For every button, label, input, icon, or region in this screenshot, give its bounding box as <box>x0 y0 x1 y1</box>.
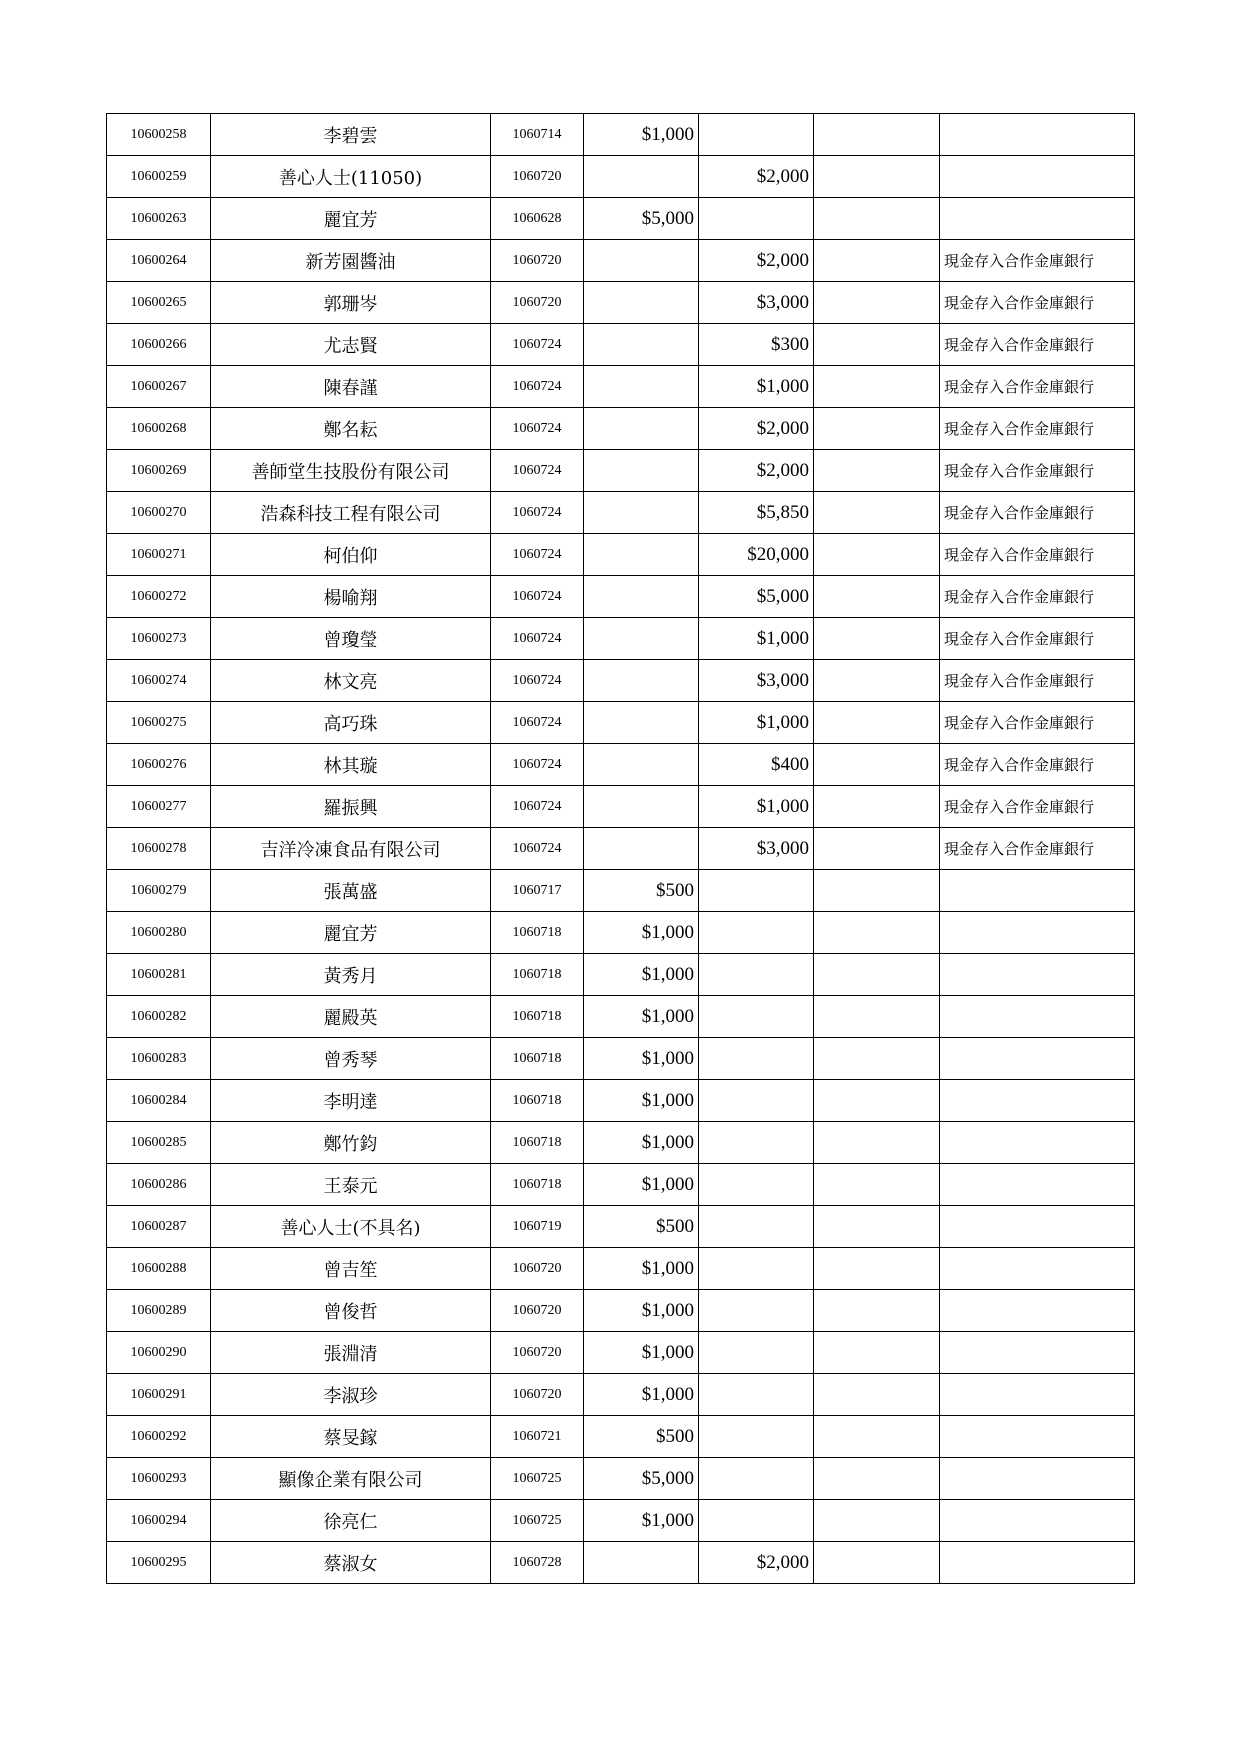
amount-cell-1: $1,000 <box>584 1248 699 1290</box>
donor-name-cell: 善心人士(不具名) <box>211 1206 491 1248</box>
extra-cell <box>814 954 940 996</box>
extra-cell <box>814 114 940 156</box>
table-row <box>107 702 1135 744</box>
table-row <box>107 1542 1135 1584</box>
donor-name-cell: 高巧珠 <box>211 702 491 744</box>
table-row <box>107 1290 1135 1332</box>
extra-cell <box>814 1542 940 1584</box>
table-row <box>107 618 1135 660</box>
table-row <box>107 1332 1135 1374</box>
donor-name-cell: 李碧雲 <box>211 114 491 156</box>
amount-cell-2 <box>699 198 814 240</box>
donation-date-cell: 1060728 <box>491 1542 584 1584</box>
receipt-number-cell: 10600292 <box>107 1416 211 1458</box>
extra-cell <box>814 618 940 660</box>
donor-name-cell: 曾瓊瑩 <box>211 618 491 660</box>
receipt-number-cell: 10600284 <box>107 1080 211 1122</box>
ledger-body <box>107 114 1135 1584</box>
amount-cell-2 <box>699 1122 814 1164</box>
amount-cell-1 <box>584 576 699 618</box>
amount-cell-2 <box>699 1164 814 1206</box>
amount-cell-2: $1,000 <box>699 786 814 828</box>
amount-cell-1: $500 <box>584 1206 699 1248</box>
remark-cell <box>940 1332 1135 1374</box>
receipt-number-cell: 10600275 <box>107 702 211 744</box>
remark-cell <box>940 1290 1135 1332</box>
receipt-number-cell: 10600278 <box>107 828 211 870</box>
donor-name-cell: 陳春謹 <box>211 366 491 408</box>
amount-cell-1: $1,000 <box>584 912 699 954</box>
amount-cell-1 <box>584 156 699 198</box>
amount-cell-2 <box>699 870 814 912</box>
donation-date-cell: 1060721 <box>491 1416 584 1458</box>
amount-cell-1 <box>584 786 699 828</box>
amount-cell-2 <box>699 1248 814 1290</box>
table-row <box>107 744 1135 786</box>
table-row <box>107 1416 1135 1458</box>
donor-name-cell: 尤志賢 <box>211 324 491 366</box>
remark-cell: 現金存入合作金庫銀行 <box>940 534 1135 576</box>
extra-cell <box>814 1164 940 1206</box>
table-row <box>107 408 1135 450</box>
amount-cell-2: $2,000 <box>699 408 814 450</box>
donation-date-cell: 1060720 <box>491 1248 584 1290</box>
extra-cell <box>814 870 940 912</box>
table-row <box>107 534 1135 576</box>
amount-cell-1: $1,000 <box>584 996 699 1038</box>
amount-cell-2 <box>699 1080 814 1122</box>
amount-cell-1: $1,000 <box>584 1332 699 1374</box>
table-row <box>107 870 1135 912</box>
table-row <box>107 156 1135 198</box>
extra-cell <box>814 1080 940 1122</box>
donation-date-cell: 1060725 <box>491 1500 584 1542</box>
amount-cell-1: $1,000 <box>584 954 699 996</box>
donor-name-cell: 李淑珍 <box>211 1374 491 1416</box>
remark-cell: 現金存入合作金庫銀行 <box>940 450 1135 492</box>
table-row <box>107 366 1135 408</box>
amount-cell-1: $500 <box>584 1416 699 1458</box>
receipt-number-cell: 10600283 <box>107 1038 211 1080</box>
extra-cell <box>814 1332 940 1374</box>
receipt-number-cell: 10600263 <box>107 198 211 240</box>
donation-date-cell: 1060724 <box>491 492 584 534</box>
donation-date-cell: 1060724 <box>491 408 584 450</box>
donor-name-cell: 林其璇 <box>211 744 491 786</box>
table-row <box>107 1164 1135 1206</box>
donation-date-cell: 1060718 <box>491 1038 584 1080</box>
extra-cell <box>814 1290 940 1332</box>
remark-cell <box>940 1500 1135 1542</box>
remark-cell <box>940 1374 1135 1416</box>
extra-cell <box>814 1206 940 1248</box>
receipt-number-cell: 10600290 <box>107 1332 211 1374</box>
remark-cell <box>940 1164 1135 1206</box>
amount-cell-1: $1,000 <box>584 1500 699 1542</box>
amount-cell-2 <box>699 1458 814 1500</box>
donation-date-cell: 1060724 <box>491 744 584 786</box>
receipt-number-cell: 10600271 <box>107 534 211 576</box>
table-row <box>107 282 1135 324</box>
table-row <box>107 576 1135 618</box>
table-row <box>107 1374 1135 1416</box>
remark-cell <box>940 996 1135 1038</box>
amount-cell-1: $500 <box>584 870 699 912</box>
extra-cell <box>814 702 940 744</box>
extra-cell <box>814 198 940 240</box>
donor-name-cell: 王泰元 <box>211 1164 491 1206</box>
donation-date-cell: 1060724 <box>491 324 584 366</box>
receipt-number-cell: 10600268 <box>107 408 211 450</box>
table-row <box>107 912 1135 954</box>
donor-name-cell: 麗宜芳 <box>211 198 491 240</box>
table-row <box>107 786 1135 828</box>
donor-name-cell: 鄭名耘 <box>211 408 491 450</box>
donation-date-cell: 1060720 <box>491 1290 584 1332</box>
remark-cell <box>940 1458 1135 1500</box>
amount-cell-2: $400 <box>699 744 814 786</box>
donation-date-cell: 1060720 <box>491 240 584 282</box>
table-row <box>107 996 1135 1038</box>
amount-cell-2 <box>699 1038 814 1080</box>
receipt-number-cell: 10600265 <box>107 282 211 324</box>
amount-cell-2: $2,000 <box>699 1542 814 1584</box>
remark-cell: 現金存入合作金庫銀行 <box>940 618 1135 660</box>
amount-cell-2: $1,000 <box>699 366 814 408</box>
amount-cell-1 <box>584 408 699 450</box>
table-row <box>107 1206 1135 1248</box>
remark-cell: 現金存入合作金庫銀行 <box>940 828 1135 870</box>
receipt-number-cell: 10600277 <box>107 786 211 828</box>
amount-cell-1 <box>584 282 699 324</box>
table-row <box>107 1038 1135 1080</box>
extra-cell <box>814 282 940 324</box>
amount-cell-1: $1,000 <box>584 1290 699 1332</box>
table-row <box>107 1458 1135 1500</box>
amount-cell-2: $2,000 <box>699 156 814 198</box>
table-row <box>107 954 1135 996</box>
extra-cell <box>814 660 940 702</box>
donation-date-cell: 1060718 <box>491 912 584 954</box>
donor-name-cell: 新芳園醬油 <box>211 240 491 282</box>
receipt-number-cell: 10600289 <box>107 1290 211 1332</box>
amount-cell-1 <box>584 492 699 534</box>
donation-date-cell: 1060720 <box>491 156 584 198</box>
amount-cell-2 <box>699 954 814 996</box>
remark-cell <box>940 912 1135 954</box>
table-row <box>107 198 1135 240</box>
donation-date-cell: 1060718 <box>491 954 584 996</box>
extra-cell <box>814 744 940 786</box>
remark-cell <box>940 198 1135 240</box>
donation-date-cell: 1060720 <box>491 282 584 324</box>
donor-name-cell: 吉洋冷凍食品有限公司 <box>211 828 491 870</box>
donor-name-cell: 蔡旻鎵 <box>211 1416 491 1458</box>
receipt-number-cell: 10600270 <box>107 492 211 534</box>
extra-cell <box>814 534 940 576</box>
table-row <box>107 240 1135 282</box>
amount-cell-2: $3,000 <box>699 282 814 324</box>
donation-date-cell: 1060718 <box>491 1080 584 1122</box>
receipt-number-cell: 10600282 <box>107 996 211 1038</box>
receipt-number-cell: 10600295 <box>107 1542 211 1584</box>
donation-date-cell: 1060719 <box>491 1206 584 1248</box>
amount-cell-2 <box>699 912 814 954</box>
table-row <box>107 828 1135 870</box>
remark-cell: 現金存入合作金庫銀行 <box>940 660 1135 702</box>
extra-cell <box>814 324 940 366</box>
donor-name-cell: 蔡淑女 <box>211 1542 491 1584</box>
donation-date-cell: 1060720 <box>491 1374 584 1416</box>
amount-cell-2: $300 <box>699 324 814 366</box>
donation-date-cell: 1060724 <box>491 534 584 576</box>
amount-cell-2: $1,000 <box>699 702 814 744</box>
extra-cell <box>814 1500 940 1542</box>
extra-cell <box>814 576 940 618</box>
extra-cell <box>814 450 940 492</box>
donation-date-cell: 1060628 <box>491 198 584 240</box>
receipt-number-cell: 10600285 <box>107 1122 211 1164</box>
donor-name-cell: 曾俊哲 <box>211 1290 491 1332</box>
receipt-number-cell: 10600264 <box>107 240 211 282</box>
amount-cell-1 <box>584 744 699 786</box>
receipt-number-cell: 10600287 <box>107 1206 211 1248</box>
donation-date-cell: 1060724 <box>491 660 584 702</box>
remark-cell: 現金存入合作金庫銀行 <box>940 282 1135 324</box>
donation-date-cell: 1060714 <box>491 114 584 156</box>
remark-cell <box>940 954 1135 996</box>
extra-cell <box>814 786 940 828</box>
amount-cell-2 <box>699 1206 814 1248</box>
receipt-number-cell: 10600288 <box>107 1248 211 1290</box>
table-row <box>107 1500 1135 1542</box>
amount-cell-2 <box>699 114 814 156</box>
table-row <box>107 492 1135 534</box>
donation-date-cell: 1060720 <box>491 1332 584 1374</box>
amount-cell-2 <box>699 1500 814 1542</box>
amount-cell-2: $3,000 <box>699 828 814 870</box>
donor-name-cell: 麗殿英 <box>211 996 491 1038</box>
remark-cell: 現金存入合作金庫銀行 <box>940 366 1135 408</box>
amount-cell-1 <box>584 660 699 702</box>
remark-cell <box>940 156 1135 198</box>
extra-cell <box>814 408 940 450</box>
table-row <box>107 324 1135 366</box>
donation-date-cell: 1060724 <box>491 366 584 408</box>
amount-cell-1: $1,000 <box>584 1122 699 1164</box>
extra-cell <box>814 1416 940 1458</box>
extra-cell <box>814 1122 940 1164</box>
donation-date-cell: 1060724 <box>491 702 584 744</box>
remark-cell <box>940 1206 1135 1248</box>
table-row <box>107 1080 1135 1122</box>
extra-cell <box>814 1374 940 1416</box>
amount-cell-1 <box>584 618 699 660</box>
amount-cell-2 <box>699 1374 814 1416</box>
remark-cell <box>940 1080 1135 1122</box>
amount-cell-2: $3,000 <box>699 660 814 702</box>
donation-date-cell: 1060724 <box>491 786 584 828</box>
amount-cell-2: $20,000 <box>699 534 814 576</box>
table-row <box>107 1122 1135 1164</box>
amount-cell-1 <box>584 324 699 366</box>
donation-date-cell: 1060724 <box>491 576 584 618</box>
donor-name-cell: 黃秀月 <box>211 954 491 996</box>
amount-cell-1 <box>584 1542 699 1584</box>
receipt-number-cell: 10600291 <box>107 1374 211 1416</box>
donor-name-cell: 曾吉笙 <box>211 1248 491 1290</box>
amount-cell-2 <box>699 1332 814 1374</box>
receipt-number-cell: 10600294 <box>107 1500 211 1542</box>
receipt-number-cell: 10600259 <box>107 156 211 198</box>
donor-name-cell: 浩森科技工程有限公司 <box>211 492 491 534</box>
extra-cell <box>814 1458 940 1500</box>
amount-cell-1 <box>584 450 699 492</box>
table-row <box>107 450 1135 492</box>
receipt-number-cell: 10600279 <box>107 870 211 912</box>
donation-date-cell: 1060724 <box>491 618 584 660</box>
donor-name-cell: 羅振興 <box>211 786 491 828</box>
remark-cell <box>940 1416 1135 1458</box>
donation-date-cell: 1060718 <box>491 1122 584 1164</box>
donor-name-cell: 善心人士(11050) <box>211 156 491 198</box>
extra-cell <box>814 828 940 870</box>
receipt-number-cell: 10600280 <box>107 912 211 954</box>
extra-cell <box>814 996 940 1038</box>
amount-cell-1 <box>584 828 699 870</box>
remark-cell <box>940 870 1135 912</box>
amount-cell-1: $5,000 <box>584 198 699 240</box>
receipt-number-cell: 10600267 <box>107 366 211 408</box>
amount-cell-1: $1,000 <box>584 1164 699 1206</box>
donation-date-cell: 1060724 <box>491 828 584 870</box>
donation-date-cell: 1060717 <box>491 870 584 912</box>
amount-cell-1: $5,000 <box>584 1458 699 1500</box>
amount-cell-1 <box>584 702 699 744</box>
extra-cell <box>814 156 940 198</box>
remark-cell: 現金存入合作金庫銀行 <box>940 786 1135 828</box>
remark-cell: 現金存入合作金庫銀行 <box>940 492 1135 534</box>
amount-cell-2: $2,000 <box>699 450 814 492</box>
amount-cell-1: $1,000 <box>584 1374 699 1416</box>
donor-name-cell: 柯伯仰 <box>211 534 491 576</box>
receipt-number-cell: 10600266 <box>107 324 211 366</box>
table-row <box>107 114 1135 156</box>
receipt-number-cell: 10600293 <box>107 1458 211 1500</box>
amount-cell-2 <box>699 1416 814 1458</box>
remark-cell: 現金存入合作金庫銀行 <box>940 702 1135 744</box>
amount-cell-2 <box>699 996 814 1038</box>
donor-name-cell: 林文亮 <box>211 660 491 702</box>
amount-cell-2: $1,000 <box>699 618 814 660</box>
extra-cell <box>814 492 940 534</box>
receipt-number-cell: 10600281 <box>107 954 211 996</box>
donor-name-cell: 善師堂生技股份有限公司 <box>211 450 491 492</box>
receipt-number-cell: 10600286 <box>107 1164 211 1206</box>
remark-cell: 現金存入合作金庫銀行 <box>940 576 1135 618</box>
remark-cell <box>940 1038 1135 1080</box>
remark-cell: 現金存入合作金庫銀行 <box>940 408 1135 450</box>
amount-cell-2: $5,850 <box>699 492 814 534</box>
receipt-number-cell: 10600272 <box>107 576 211 618</box>
donor-name-cell: 郭珊岑 <box>211 282 491 324</box>
donation-date-cell: 1060724 <box>491 450 584 492</box>
table-row <box>107 1248 1135 1290</box>
remark-cell <box>940 1122 1135 1164</box>
extra-cell <box>814 912 940 954</box>
receipt-number-cell: 10600276 <box>107 744 211 786</box>
donation-date-cell: 1060718 <box>491 996 584 1038</box>
table-row <box>107 660 1135 702</box>
receipt-number-cell: 10600273 <box>107 618 211 660</box>
amount-cell-1: $1,000 <box>584 1038 699 1080</box>
amount-cell-2: $2,000 <box>699 240 814 282</box>
remark-cell <box>940 1542 1135 1584</box>
amount-cell-1 <box>584 240 699 282</box>
amount-cell-1: $1,000 <box>584 1080 699 1122</box>
donation-date-cell: 1060718 <box>491 1164 584 1206</box>
extra-cell <box>814 240 940 282</box>
donation-ledger-table <box>106 113 1135 1584</box>
donor-name-cell: 李明達 <box>211 1080 491 1122</box>
donor-name-cell: 張淵清 <box>211 1332 491 1374</box>
amount-cell-2: $5,000 <box>699 576 814 618</box>
extra-cell <box>814 1038 940 1080</box>
amount-cell-1: $1,000 <box>584 114 699 156</box>
donor-name-cell: 顯像企業有限公司 <box>211 1458 491 1500</box>
remark-cell <box>940 114 1135 156</box>
remark-cell: 現金存入合作金庫銀行 <box>940 324 1135 366</box>
extra-cell <box>814 366 940 408</box>
receipt-number-cell: 10600274 <box>107 660 211 702</box>
donor-name-cell: 張萬盛 <box>211 870 491 912</box>
amount-cell-2 <box>699 1290 814 1332</box>
remark-cell: 現金存入合作金庫銀行 <box>940 744 1135 786</box>
donor-name-cell: 曾秀琴 <box>211 1038 491 1080</box>
remark-cell: 現金存入合作金庫銀行 <box>940 240 1135 282</box>
donor-name-cell: 楊喻翔 <box>211 576 491 618</box>
amount-cell-1 <box>584 366 699 408</box>
donor-name-cell: 徐亮仁 <box>211 1500 491 1542</box>
remark-cell <box>940 1248 1135 1290</box>
donation-date-cell: 1060725 <box>491 1458 584 1500</box>
receipt-number-cell: 10600269 <box>107 450 211 492</box>
extra-cell <box>814 1248 940 1290</box>
donor-name-cell: 麗宜芳 <box>211 912 491 954</box>
donor-name-cell: 鄭竹鈞 <box>211 1122 491 1164</box>
amount-cell-1 <box>584 534 699 576</box>
receipt-number-cell: 10600258 <box>107 114 211 156</box>
